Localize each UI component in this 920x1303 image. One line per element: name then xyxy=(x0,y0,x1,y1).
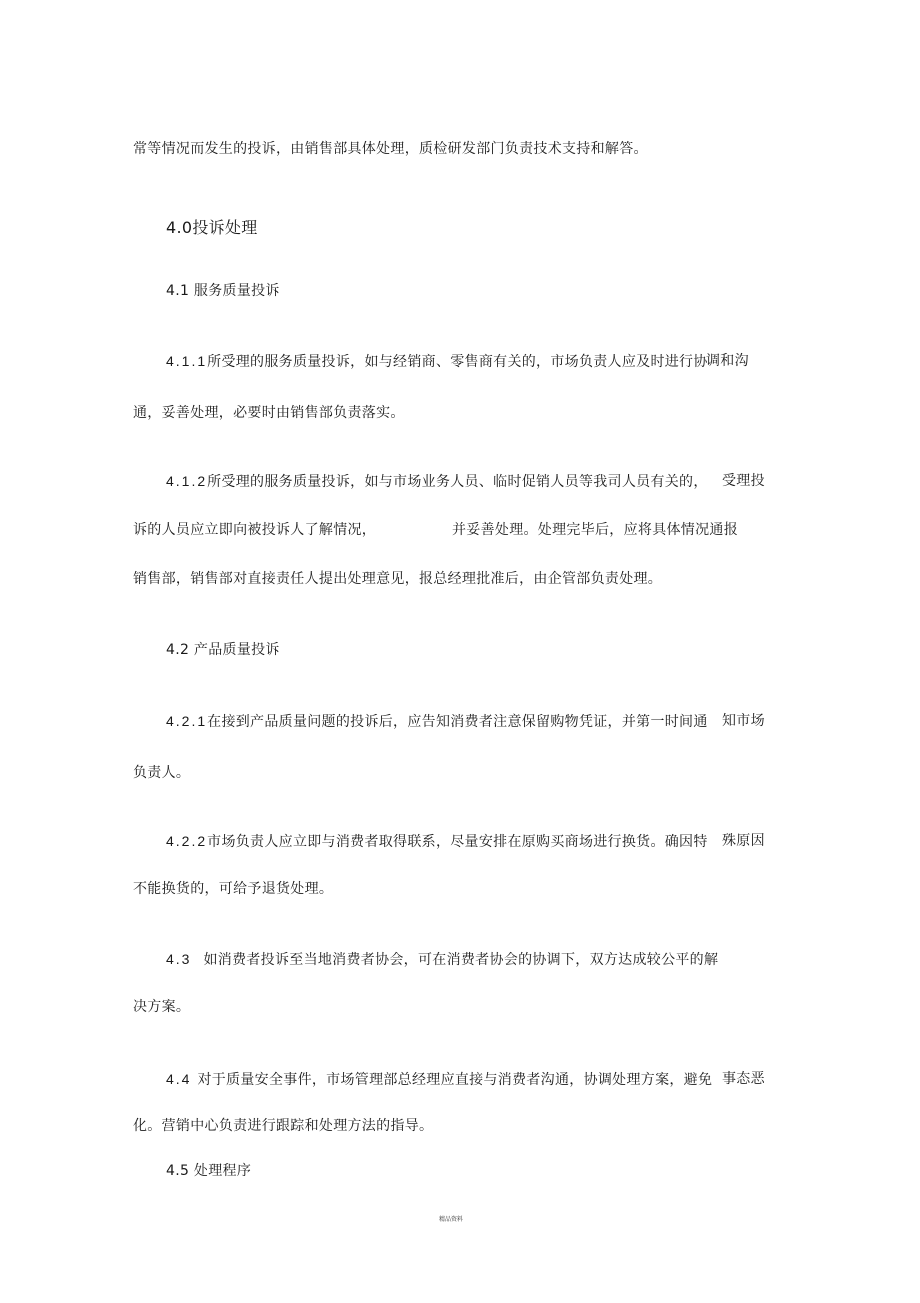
paragraph-4-1-1-line-1 xyxy=(166,352,708,371)
page-footer: 精品资料 xyxy=(439,1216,464,1223)
paragraph-4-4-line-2: 化。营销中心负责进行跟踪和处理方法的指导。 xyxy=(133,1118,434,1134)
paragraph-line: 常等情况而发生的投诉，由销售部具体处理，质检研发部门负责技术支持和解答。 xyxy=(133,141,648,157)
clause-number: 4.4 xyxy=(166,1071,192,1087)
clause-text: 所受理的服务质量投诉，如与市场业务人员、临时促销人员等我司人员有关的， xyxy=(207,474,708,490)
paragraph-4-1-2-line-3: 销售部，销售部对直接责任人提出处理意见，报总经理批准后，由企管部负责处理。 xyxy=(133,571,663,587)
clause-number: 4.3 xyxy=(166,951,192,967)
clause-text: 所受理的服务质量投诉，如与经销商、零售商有关的，市场负责人应及时进行协 xyxy=(207,354,708,370)
clause-text: 如消费者投诉至当地消费者协会，可在消费者协会的协调下，双方达成较公平的解 xyxy=(203,952,719,968)
clause-number: 4.2.2 xyxy=(166,833,208,849)
section-heading-4-0: 4.0投诉处理 xyxy=(166,218,258,237)
paragraph-4-2-1-line-1-end: 知市场 xyxy=(722,713,765,729)
paragraph-4-1-2-line-2-end: 并妥善处理。处理完毕后，应将具体情况通报 xyxy=(452,522,738,538)
section-heading-4-1: 4.1 服务质量投诉 xyxy=(166,283,280,299)
clause-text: 对于质量安全事件，市场管理部总经理应直接与消费者沟通，协调处理方案，避免 xyxy=(197,1072,713,1088)
clause-number: 4.1.2 xyxy=(166,473,208,489)
paragraph-4-3-line-2: 决方案。 xyxy=(133,999,191,1015)
paragraph-4-3-line-1 xyxy=(166,950,718,969)
paragraph-4-4-line-1 xyxy=(166,1070,712,1089)
section-heading-4-5: 4.5 处理程序 xyxy=(166,1163,252,1179)
paragraph-4-1-2-line-1 xyxy=(166,472,708,491)
paragraph-4-1-1-line-2: 通，妥善处理，必要时由销售部负责落实。 xyxy=(133,405,405,421)
paragraph-4-2-1-line-2: 负责人。 xyxy=(133,765,191,781)
paragraph-4-2-2-line-1-end: 殊原因 xyxy=(722,833,765,849)
paragraph-4-1-2-line-2: 诉的人员应立即向被投诉人了解情况， xyxy=(133,522,377,538)
section-heading-4-2: 4.2 产品质量投诉 xyxy=(166,642,280,658)
clause-text: 市场负责人应立即与消费者取得联系，尽量安排在原购买商场进行换货。确因特 xyxy=(207,834,708,850)
paragraph-4-1-2-line-1-end: 受理投 xyxy=(722,473,765,489)
paragraph-4-1-1-line-1-end: 调和沟 xyxy=(706,353,749,369)
clause-number: 4.2.1 xyxy=(166,713,208,729)
clause-number: 4.1.1 xyxy=(166,353,208,369)
paragraph-4-4-line-1-end: 事态恶 xyxy=(722,1071,765,1087)
clause-text: 在接到产品质量问题的投诉后，应告知消费者注意保留购物凭证，并第一时间通 xyxy=(207,714,708,730)
paragraph-4-2-2-line-2: 不能换货的，可给予退货处理。 xyxy=(133,881,334,897)
paragraph-4-2-1-line-1 xyxy=(166,712,708,731)
paragraph-4-2-2-line-1 xyxy=(166,832,708,851)
